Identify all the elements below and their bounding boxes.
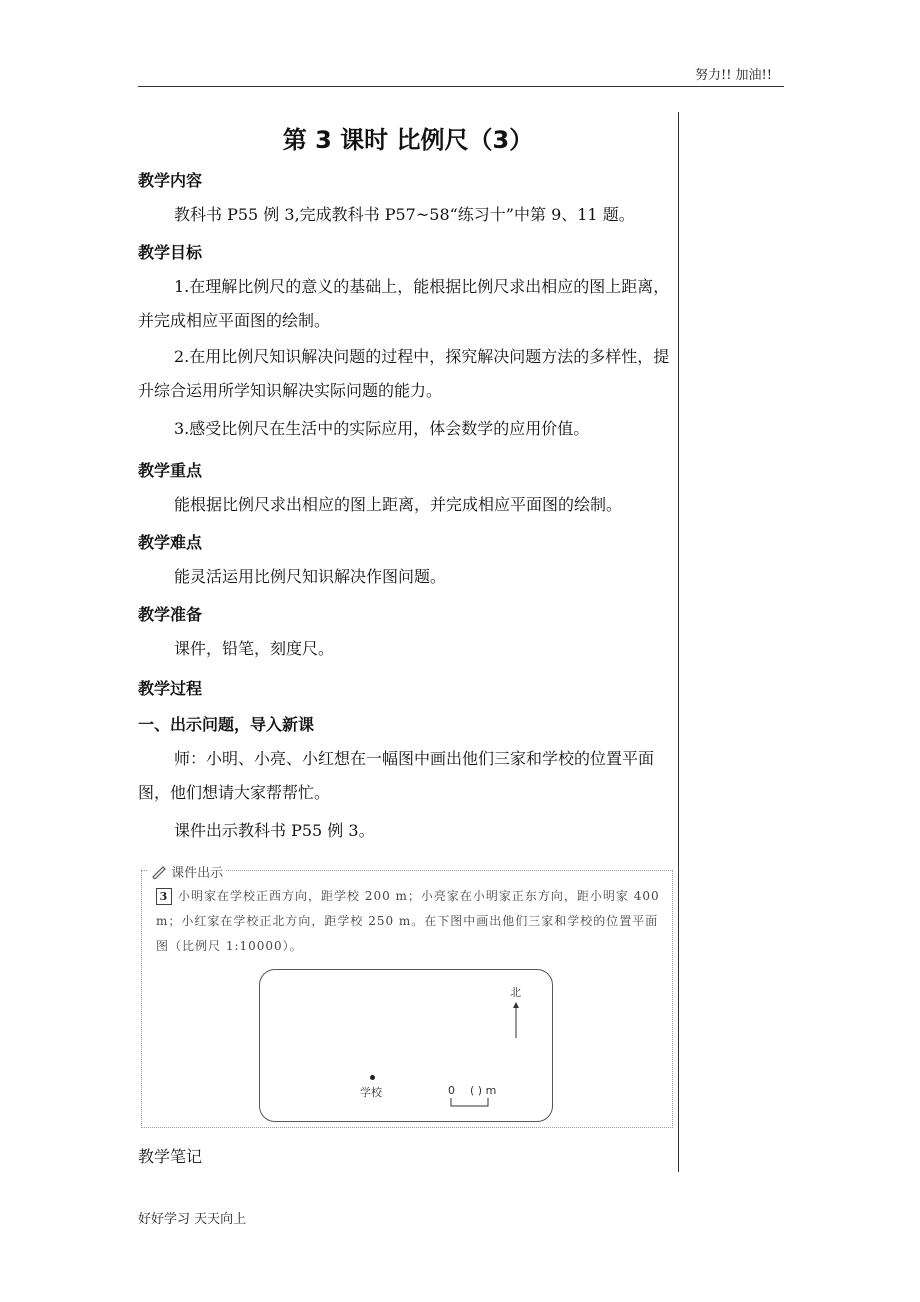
margin-divider <box>678 112 679 1172</box>
courseware-label <box>148 862 226 881</box>
step-1-paragraph-2: 课件出示教科书 P55 例 3。 <box>174 821 375 840</box>
heading-process: 教学过程 <box>138 679 203 698</box>
difficulty-text: 能灵活运用比例尺知识解决作图问题。 <box>174 567 447 586</box>
north-arrow-icon <box>510 1000 522 1040</box>
north-label: 北 <box>510 986 521 999</box>
scale-zero: 0 <box>448 1084 455 1097</box>
heading-key-points: 教学重点 <box>138 461 203 480</box>
key-points-text: 能根据比例尺求出相应的图上距离，并完成相应平面图的绘制。 <box>174 495 623 514</box>
pencil-icon <box>151 865 167 879</box>
step-1-paragraph-1: 师：小明、小亮、小红想在一幅图中画出他们三家和学校的位置平面图，他们想请大家帮帮忙。 <box>138 749 655 802</box>
header-motto: 努力!! 加油!! <box>694 68 772 83</box>
goal-3: 3.感受比例尺在生活中的实际应用，体会数学的应用价值。 <box>174 419 590 438</box>
heading-preparation: 教学准备 <box>138 605 203 624</box>
heading-step-1: 一、出示问题，导入新课 <box>138 715 315 734</box>
heading-difficulty: 教学难点 <box>138 533 203 552</box>
goal-2: 2.在用比例尺知识解决问题的过程中，探究解决问题方法的多样性，提升综合运用所学知识解决实际问题的能力。 <box>138 347 670 400</box>
courseware-label-text: 课件出示 <box>171 866 224 881</box>
heading-content: 教学内容 <box>138 171 203 190</box>
map-frame <box>259 969 553 1122</box>
goal-1: 1.在理解比例尺的意义的基础上，能根据比例尺求出相应的图上距离，并完成相应平面图的绘制。 <box>138 277 670 330</box>
scale-blank: ( ) m <box>470 1084 497 1097</box>
page-title: 第 3 课时 比例尺（3） <box>282 126 534 154</box>
heading-goals: 教学目标 <box>138 243 203 262</box>
courseware-problem <box>156 884 666 959</box>
school-dot <box>370 1075 375 1080</box>
footer-motto: 好好学习 天天向上 <box>138 1212 247 1227</box>
example-number-badge: 3 <box>156 888 172 905</box>
problem-text: 小明家在学校正西方向，距学校 200 m；小亮家在小明家正东方向，距小明家 400 m；小红家在学校正北方向，距学校 250 m。在下图中画出他们三家和学校的位置平面图（比例尺 1:10000）。 <box>156 889 660 953</box>
notes-heading: 教学笔记 <box>138 1147 203 1166</box>
content-text: 教科书 P55 例 3,完成教科书 P57~58“练习十”中第 9、11 题。 <box>174 205 635 224</box>
header-divider <box>138 86 784 87</box>
scale-bar <box>450 1098 490 1108</box>
school-label: 学校 <box>360 1086 382 1099</box>
preparation-text: 课件，铅笔，刻度尺。 <box>174 639 335 658</box>
